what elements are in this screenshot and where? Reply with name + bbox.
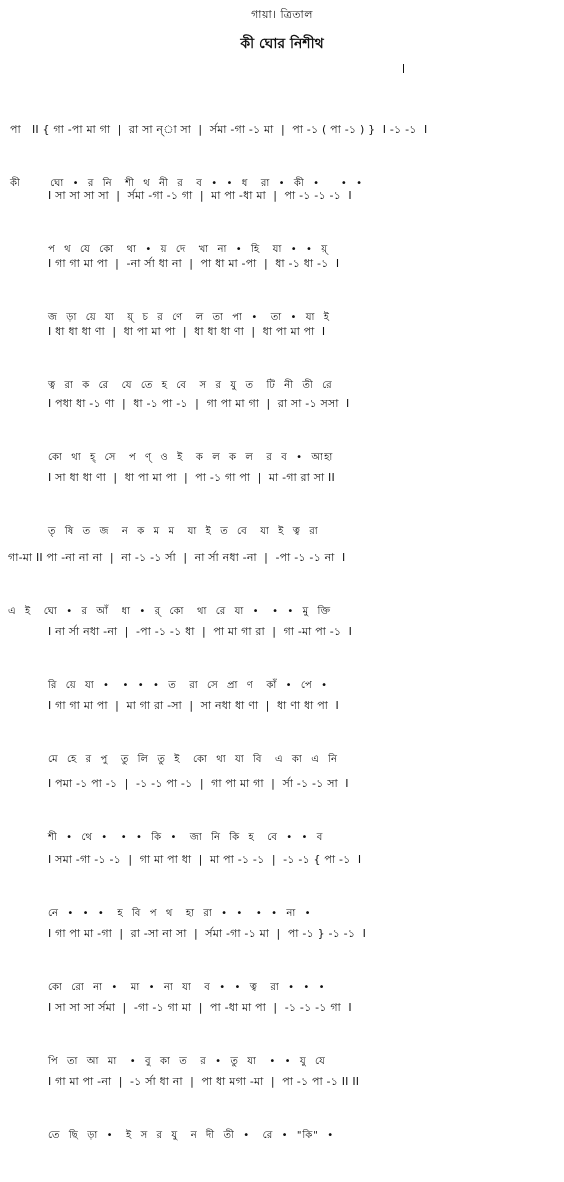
notation-row — [48, 1036, 359, 1182]
swara-line: পা II { গা -পা মা গা | রা সা ন্‌া সা | র্সমা -গা -১ মা | পা -১ ( পা -১ ) } I -১ -১ I — [10, 123, 428, 136]
song-title: কী ঘোর নিশীথ — [240, 36, 324, 52]
swara-line: গা-মা II পা -না না না | না -১ -১ র্সা | না র্সা নধা -না | -পা -১ -১ না I — [8, 551, 346, 564]
lyric-line: মে হে র পু তু লি তু ই কো থা যা বি এ কা এ নি — [48, 754, 338, 765]
lyric-line: ত্ব রা ক রে যে তে হ বে স র যু ত টি নী তী রে — [48, 380, 333, 391]
swara-line: I গা গা মা পা | -না র্সা ধা না | পা ধা মা -পা | ধা -১ ধা -১ I — [48, 257, 340, 270]
swara-line: I পমা -১ পা -১ | -১ -১ পা -১ | গা পা মা গা | র্সা -১ -১ সা I — [48, 777, 349, 790]
lyric-line: কী ঘো • র নি শী থ নী র ব • • ধ রা • কী • • • — [10, 178, 364, 189]
lyric-line: পি তা আ মা • বু কা ত র • তু যা • • যু যে — [48, 1056, 326, 1067]
swara-line: I গা গা মা পা | মা গা রা -সা | সা নধা ধা ণা | ধা ণা ধা পা I — [48, 699, 339, 712]
lyric-line: তৃ ষি ত জ ন ক ম ম যা ই ত বে যা ই ত্ব রা — [48, 526, 319, 537]
lyric-line: রি য়ে যা • • • • ত রা সে প্রা ণ কাঁ • পে • — [48, 680, 328, 691]
lyric-line: প থ যে কো থা • য় দে খা না • হি যা • • য়্‌ — [48, 244, 329, 255]
lyric-line: নে • • • হ বি প থ হা রা • • • • না • — [48, 908, 312, 919]
stress-mark — [403, 64, 404, 73]
lyric-line: কো থা হ্‌ সে প ণ্ ও ই ক ল ক ল র ব • আহা — [48, 452, 334, 463]
lyric-line: তে ছি ড়া • ই স র যু ন দী তী • রে • "কি" • — [48, 1130, 335, 1141]
swara-line: I ধা ধা ধা ণা | ধা পা মা পা | ধা ধা ধা ণা | ধা পা মা পা I — [48, 325, 326, 338]
swara-line: I পধা ধা -১ ণা | ধা -১ পা -১ | গা পা মা গা | রা সা -১ সসা I — [48, 397, 350, 410]
lyric-line: জ ড়া য়ে যা য়্‌ চ র ণে ল তা পা • তা • যা ই — [48, 312, 330, 323]
lyric-line: কো রো না • মা • না যা ব • • ত্ব রা • • • — [48, 982, 326, 993]
swara-line: I না র্সা নধা -না | -পা -১ -১ ধা | পা মা গা রা | গা -মা পা -১ I — [48, 625, 353, 638]
swara-line: I সা সা সা র্সমা | -গা -১ গা মা | পা -ধা মা পা | -১ -১ -১ গা I — [48, 1001, 352, 1014]
lyric-line: শী • থে • • • কি • জা নি কি হ বে • • ব — [48, 832, 324, 843]
swara-line: I সমা -গা -১ -১ | গা মা পা ধা | মা পা -১ -১ | -১ -১ { পা -১ I — [48, 853, 362, 866]
swara-line: I গা মা পা -না | -১ র্সা ধা না | পা ধা মগা -মা | পা -১ পা -১ II II — [48, 1075, 360, 1088]
raga-tala-heading: গায়া। ত্রিতাল — [251, 8, 313, 21]
swara-line: I সা সা সা সা | র্সমা -গা -১ গা | মা পা -ধা মা | পা -১ -১ -১ I — [48, 189, 352, 202]
swara-line: I গা পা মা -গা | রা -সা না সা | র্সমা -গা -১ মা | পা -১ } -১ -১ I — [48, 927, 367, 940]
swara-line: I সা ধা ধা ণা | ধা পা মা পা | পা -১ গা পা | মা -গা রা সা II — [48, 471, 335, 484]
lyric-line: এ ই ঘো • র আঁ ধা • র্‌ কো থা রে যা • • • মু ক্তি — [8, 606, 332, 617]
